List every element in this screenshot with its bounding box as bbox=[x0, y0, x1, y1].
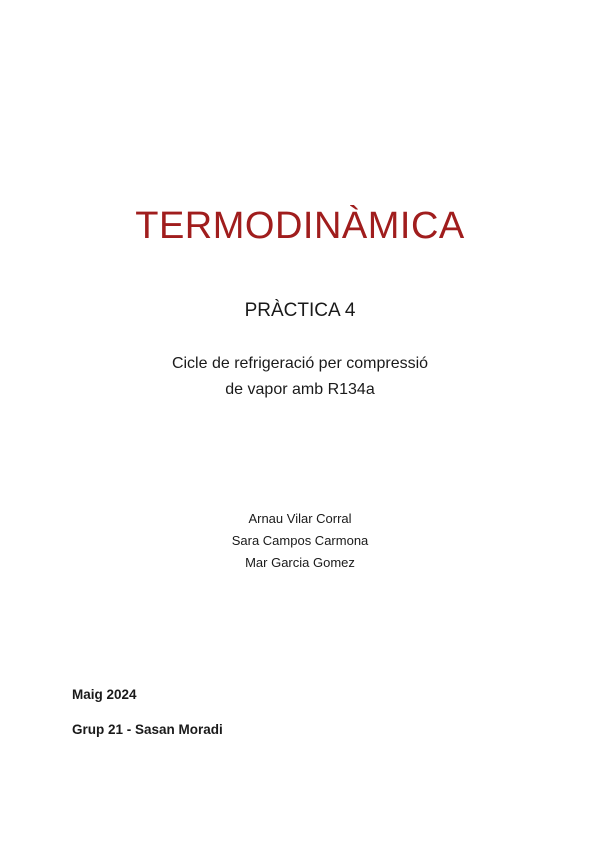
description-line: Cicle de refrigeració per compressió bbox=[171, 355, 429, 372]
document-meta bbox=[72, 685, 223, 740]
document-date: Maig 2024 bbox=[72, 687, 137, 702]
group-info: Grup 21 - Sasan Moradi bbox=[72, 722, 223, 737]
author-name: Arnau Vilar Corral bbox=[248, 511, 352, 526]
author-name: Mar Garcia Gomez bbox=[245, 555, 355, 570]
practice-number: PRÀCTICA 4 bbox=[244, 300, 356, 321]
description-line: de vapor amb R134a bbox=[225, 381, 375, 398]
author-list bbox=[0, 508, 600, 574]
practice-description bbox=[0, 351, 600, 403]
author-name: Sara Campos Carmona bbox=[231, 533, 369, 548]
document-title: TERMODINÀMICA bbox=[135, 205, 465, 247]
